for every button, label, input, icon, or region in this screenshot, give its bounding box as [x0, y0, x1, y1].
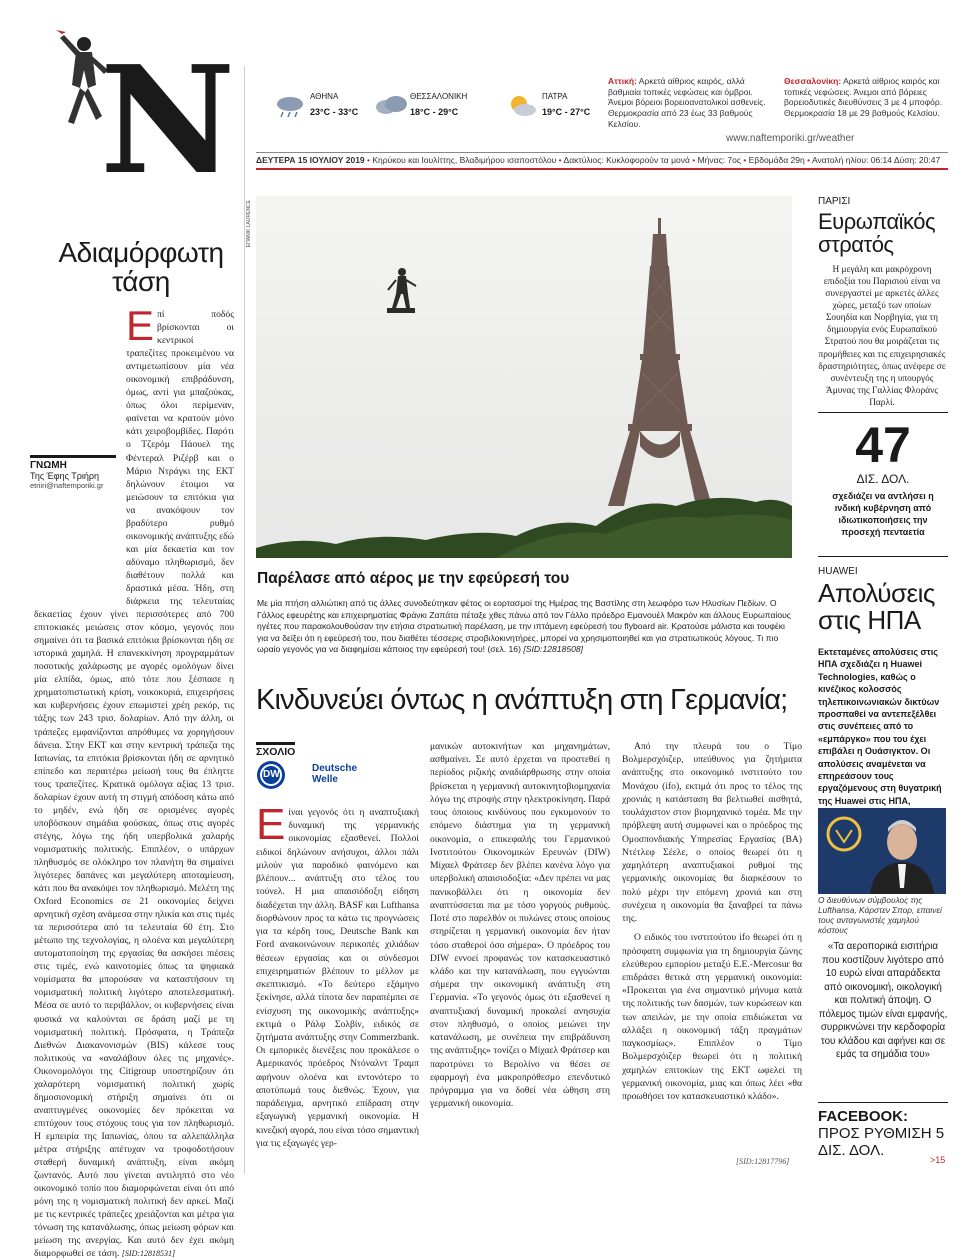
photo-caption [257, 598, 792, 656]
forecast-label: Θεσσαλονίκη: [784, 76, 842, 86]
forecast-text: Αρκετά αίθριος καιρός, αλλά βαθμιαία τοπικές νεφώσεις και όμβροι. Άνεμοι βόρειοι βορειοανατολικοί ασθενείς. Θερμοκρασία από 23 έως 33 βαθμούς Κελσίου. [608, 76, 766, 129]
forecast-text: Αρκετά αίθριος καιρός και τοπικές νεφώσεις. Άνεμοι από βόρειες βορειοδυτικές διευθύνσεις 3 με 4 μποφόρ. Θερμοκρασία 18 με 29 βαθμούς Κελσίου. [784, 76, 943, 118]
column-text: ίναι γεγονός ότι η αναπτυξιακή δυναμική της γερμανικής οικονομίας εξασθενεί. Πολλοί ειδικοί δηλώνουν ανήσυχοι, άλλοι πάλι μιλούν για παροδικό φαινόμενο και βλέπουν... ανάπτυξη στο τέλος του τούνελ. Η μια απαισιόδοξη είδηση διαδέχεται την άλλη. BASF και Lufthansa διορθώνουν προς τα κάτω τις προγνώσεις για τα κέρδη τους, Deutsche Bank και Ford ανακοινώνουν περικοπές χιλιάδων θέσεων εργασίας και οι σύνδεσμοι επιχειρηματιών βλέπουν το μέλλον με σκεπτικισμό. «Το δεύτερο εξάμηνο ξεκίνησε, αλλά τίποτα δεν παραπέμπει σε ενίσχυση της οικονομικής ανάπτυξης» εκτιμά ο Ράλφ Σολβίν, ειδικός σε ζητήματα ανάπτυξης στην Commerzbank. Οι εμπορικές διενέξεις που προκάλεσε ο Αμερικανός πρόεδρος Ντόναλντ Τραμπ αφήνουν ολοένα και εντονότερο το αποτύπωμά τους διεθνώς. Έχουν, για παράδειγμα, αρνητικό επίδραση στην εξαγωγική γερμανική οικονομία. Η κινεζική αγορά, που είναι τόσο σημαντική για τις εξαγωγές γερ- [256, 807, 419, 1149]
opinion-body [34, 302, 234, 1260]
dw-logo-mark: DW [263, 769, 280, 780]
weather-thessaloniki-forecast [784, 76, 950, 119]
sunrise-sunset: Ανατολή ηλίου: 06:14 Δύση: 20:47 [811, 155, 941, 165]
weather-attica-forecast [608, 76, 778, 129]
rain-cloud-icon [274, 94, 306, 118]
article-headline: Κινδυνεύει όντως η ανάπτυξη στη Γερμανία; [256, 684, 788, 716]
week: Εβδομάδα 29η [748, 155, 805, 165]
paris-body: Η μεγάλη και μακρόχρονη επιδοξία του Παρισιού είναι να συνεργαστεί με αρκετές άλλες χώρες, μεταξύ των οποίων Σουηδία και Νορβηγία, για τη δημιουργία ενός Ευρωπαϊκού Στρατού που θα μοιράζεται τις προμήθειες και τις επιχειρησιακές δραστηριότητες, όπως ανέφερε σε συνέντευξη της η υπουργός Άμυνας της Γαλλίας Φλοράνς Παρλί. [818, 265, 946, 408]
paragraph: Από την πλευρά του ο Τίμο Βολμερσχόιζερ, υπεύθυνος για ζητήματα ανάπτυξης στο οικονομικό ινστιτούτο του Μονάχου (ifo), εκτιμά ότι προς το τέλος της χρονιάς η κατάσταση θα βελτιωθεί αισθητά, τουλάχιστον στον βιομηχανικό τομέα. Με την πρόβλεψη αυτή συμφωνεί και ο πρόεδρος της Ομοσπονδιακής Υπηρεσίας Εργασίας (BA) Ντέτλεφ Σέελε, ο οποίος θεωρεί ότι η χαμηλότερη αναπτυξιακοί ρυθμοί της γερμανικής οικονομίας θα διαρκέσουν το πολύ μέχρι την επόμενη χρονιά και στη συνέχεια η οικονομία θα ξαναβρεί τα πάνω της. [622, 741, 802, 925]
date: ΔΕΥΤΕΡΑ 15 ΙΟΥΛΙΟΥ 2019 [256, 155, 365, 165]
city-temp: 23°C - 33°C [310, 107, 359, 117]
source-line: Deutsche [312, 763, 358, 774]
photo-credit: ΕΠΑΝΙΚ LAURENCE [246, 200, 252, 248]
section-label: ΣΧΟΛΙΟ [256, 742, 295, 758]
pull-quote: «Τα αεροπορικά εισιτήρια που κοστίζουν λιγότερο από 10 ευρώ είναι απαράδεκτα από οικονομική, οικολογική και πολιτική άποψη. Ο πόλεμος τιμών είναι εμφανής, συρρικνώνει την κερδοφορία του κλάδου και αφήνει και σε εμάς τα σημάδια του» [818, 941, 948, 1061]
source-line: Welle [312, 773, 338, 785]
huawei-body: Εκτεταμένες απολύσεις στις ΗΠΑ σχεδιάζει η Huawei Technologies, καθώς ο κινέζικος κολοσσός τηλεπικοινωνιακών δικτύων προσπαθεί να αντεπεξέλθει στις συνέπειες από το «εμπάργκο» που του έχει επιβάλει η Ουάσιγκτον. Οι απολύσεις αναμένεται να επηρεάσουν τους εργαζόμενους στη θυγατρική της Huawei στις ΗΠΑ, [818, 647, 942, 806]
dropcap: Ε [126, 302, 155, 349]
divider [818, 1102, 948, 1103]
spohr-portrait-photo [818, 808, 946, 894]
portrait-caption: Ο διευθύνων σύμβουλος της Lufthansa, Κάρστεν Σπορ, επαινεί τους ανταγωνιστές χαμηλού κόστους [818, 895, 942, 935]
big-number-subtitle: σχεδιάζει να αντλήσει η ινδική κυβέρνηση από ιδιωτικοποιήσεις την προσεχή πενταετία [832, 491, 934, 538]
column-divider [244, 66, 245, 1174]
eiffel-tower-photo [256, 196, 792, 558]
byline-email[interactable]: etriiri@naftemporiki.gr [30, 481, 104, 490]
city-temp: 19°C - 27°C [542, 107, 591, 117]
photo-headline: Παρέλασε από αέρος με την εφεύρεσή του [257, 570, 570, 587]
article-column-1 [256, 800, 419, 1150]
article-column-3 [622, 740, 802, 1103]
facebook-teaser: ΠΡΟΣ ΡΥΘΜΙΣΗ 5 ΔΙΣ. ΔΟΛ. [818, 1125, 945, 1159]
big-number: 47 [855, 417, 911, 473]
sun-cloud-icon [506, 94, 538, 118]
title-line: Αδιαμόρφωτη [58, 237, 224, 268]
divider [818, 556, 948, 557]
byline [30, 455, 116, 490]
traffic-ring: Δακτύλιος: Κυκλοφορούν τα μονά [563, 155, 690, 165]
paris-kicker: ΠΑΡΙΣΙ [818, 196, 851, 207]
title-line: τάση [112, 266, 170, 298]
divider [818, 412, 948, 413]
dropcap: Ε [256, 800, 286, 849]
big-number-label: ΔΙΣ. ΔΟΛ. [856, 472, 910, 486]
paragraph: Ο ειδικός του ινστιτούτου ifo θεωρεί ότι η πρόσφατη συμφωνία για τη δημιουργία ζώνης ελεύθερου εμπορίου μεταξύ Ε.Ε.-Mercosur θα επιδράσει θετικά στη γερμανική οικονομία: «Προκειται για ένα σημαντικό μήνυμα κατά της πολιτικής των δασμών, των κυρώσεων και των απειλών, με την οποία επιδιώκεται να αλλάξει η οικονομική τάξη πραγμάτων παγκοσμίως». Επιπλέον ο Τίμο Βολμερσχόιζερ θεωρεί ότι η πολιτική χαμηλών επιτοκίων της ΕΚΤ ωφελεί τη γερμανική οικονομία, μιας και όπως λέει «θα προωθήσει τον κατασκευαστικό κλάδο». [622, 932, 802, 1103]
month: Μήνας: 7ος [697, 155, 741, 165]
forecast-label: Αττική: [608, 76, 637, 86]
byline-author: Της Έφης Τριήρη [30, 471, 100, 481]
huawei-title: Απολύσεις στις ΗΠΑ [818, 578, 935, 636]
masthead-logo: N [100, 33, 236, 207]
source-name [312, 764, 357, 785]
sid-reference: [SID:12817796] [736, 1157, 790, 1166]
opinion-text: πί ποδός βρίσκονται οι κεντρικοί τραπεζίτες προκειμένου να αντιμετωπίσουν μία νέα οικονομική επιβράδυνση, όμως, αντί για μπαζούκας, όπως όλοι περίμεναν, φαίνεται να κρατούν μόνο κάτι χειροβομβίδες. Παρότι ο Τζερόμ Πάουελ της Φέντεραλ Ριζέρβ και ο Μάριο Ντράγκι της ΕΚΤ δηλώνουν έτοιμοι να μειώσουν τα επιτόκια για να ανακόψουν τον βραδύτερο ρυθμό οικονομικής ανάπτυξης εδώ και μία δεκαετία και τον αδύναμο πληθωρισμό, δεν διαθέτουν πολλά και δραστικά μέσα. Ήδη, στη διάρκεια της τελευταίας δεκαετίας έχουν γίνει περισσότερες από 700 επιτοκιακές μειώσεις στον κόσμο, γεγονός που σημαίνει ότι τα βασικά επιτόκια βρίσκονται ήδη σε ιστορικά χαμηλά. Η επανεκκίνηση προγραμμάτων ποσοτικής χαλάρωσης με αγορές ομολόγων δίνει μία ελπίδα, όμως, από τότε που ξέσπασε η χρηματοπιστωτική κρίση, νοικοκυριά, επιχειρήσεις και κυβερνήσεις έχουν επωμιστεί χρέη ρεκόρ, τις τάξης των 243 τρισ. δολαρίων. Από την άλλη, οι τράπεζες εμφανίζονται απρόθυμες να χορηγήσουν δάνεια. Στην ΕΚΤ και στην κεντρική τράπεζα της Ιαπωνίας, τα επιτόκια βρίσκονται ήδη σε αρνητικό επίπεδο και περαιτέρω μείωσή τους θα έπληττε τους τραπεζίτες. Κρατικά ομόλογα αξίας 13 τρισ. δολαρίων έχουν αυτή τη στιγμή απόδοση κάτω από το μηδέν, ενώ ήδη σε ορισμένες αγορές υποβόσκουν σημάδια φούσκας, όπως στις αγορές στέγης, λόγω της ήδη υπερβολικά χαλαρής νομισματικής πολιτικής. Επιπλέον, ο υπάρχων πληθυσμός σε ολόκληρο τον πλανήτη θα σημαίνει λιγότερες δαπάνες και μεγαλύτερη αποταμίευση, κάτι που θα ανακόψει τον πληθωρισμό. Μελέτη της Oxford Economics σε 21 οικονομίες δείχνει αρνητική σχέση ανάμεσα στην ηλικία και στις τιμές τα περισσότερα από τα τελευταία 60 έτη. Στο μέτωπο της τεχνολογίας, η ολοένα και μεγαλύτερη αυτοματοποίηση της εργασίας θα ασκήσει πιέσεις στις τιμές, ενώ καινοτομίες όπως τα ψηφιακά νομίσματα θα μπορούσαν να καταστήσουν τη νομισματική πολιτική λιγότερο αποτελεσματική. Μέσα σε αυτό το περιβάλλον, οι κυβερνήσεις είναι φυσικά να καλούνται σε δράση μαζί με τη νομισματική πολιτική. Πρόσφατα, η Τράπεζα Διεθνών Διακανονισμών (BIS) κάλεσε τους πολιτικούς να «αναλάβουν όλες τις μηχανές». Οικονομολόγοι της Citigroup υποστηρίζουν ότι χαλαρότερη νομισματική πολιτική χωρίς δημοσιονομική στήριξη σημαίνει ότι οι αναπτυγμένες οικονομίες δεν πρόκειται να επιτύχουν τους στόχους τους για τον πληθωρισμό. Η εμπειρία της Ιαπωνίας, όπου τα αλλεπάλληλα μέτρα στήριξης απέτυχαν να τροφοδοτήσουν σταθερή δυναμική ανάπτυξη, είναι ακόμη ζωντανός. Αυτό που γίνεται αντιληπτό στο νέο οικονομικό τοπίο που διαμορφώνεται είναι ότι από μόνη της η νομισματική πολιτική δεν αρκεί. Μαζί με τις κεντρικές τράπεζες χρειάζονται και μέτρα για τόνωση της κατανάλωσης, όπως μείωση φόρων και μείωση της ανεργίας. Και αυτό δεν έχει ακόμη διαμορφωθεί σε τάση. [34, 309, 234, 1260]
city-name: ΠΑΤΡΑ [542, 92, 568, 101]
huawei-kicker: HUAWEI [818, 566, 858, 577]
byline-tag: ΓΝΩΜΗ [30, 455, 116, 471]
city-name: ΘΕΣΣΑΛΟΝΙΚΗ [410, 92, 468, 101]
sid-reference: [SID:12818508] [523, 644, 584, 655]
city-temp: 18°C - 29°C [410, 107, 459, 117]
dateline: ΔΕΥΤΕΡΑ 15 ΙΟΥΛΙΟΥ 2019 • Κηρύκου και Ιουλίττης, Βλαδιμήρου ισαποστόλου • Δακτύλιος: Κυκλοφορούν τα μονά • Μήνας: 7ος • Εβδομάδα 29η • Ανατολή ηλίου: 06:14 Δύση: 20:47 [256, 152, 948, 165]
weather-thessaloniki [374, 92, 468, 117]
caption-text: Με μία πτήση αλλιώτικη από τις άλλες συνοδεύτηκαν φέτος οι εορτασμοί της Ημέρας της Βαστίλης στη λεωφόρο των Ηλυσίων Πεδίων. Ο Γάλλος εφευρέτης και επιχειρηματίας Φράνκι Ζαπάτα πέταξε χθες πάνω από τον Γάλλο πρόεδρο Εμανουέλ Μακρόν και άλλους Ευρωπαίους ηγέτες που παρακολουθούσαν την ετήσια στρατιωτική παρέλαση, με την ιπτάμενη εφεύρεσή του flyboard air. Κρατούσε μάλιστα και τουφέκι για να δείξει ότι η εφεύρεσή του, που διαθέτει τέσσερις στροβιλοκινητήρες, μπορεί να χρησιμοποιηθεί και για στρατιωτικούς λόγους. Τι πιο ωραίο γεγονός για να διαφημίσει κάποιος την εφεύρεσή του! (σελ. 16) [257, 598, 791, 655]
article-column-2: μανικών αυτοκινήτων και μηχανημάτων, ασθμαίνει. Σε αυτό έρχεται να προστεθεί η περίοδος ριζικής αναδιάρθρωσης στην οποία βρίσκεται η γερμανική αυτοκινητοβιομηχανία λόγω της στροφής στην ηλεκτροκίνηση. Παρά τους όποιους κινδύνους που εγκυμονούν το επόμενο διάστημα για τη γερμανική οικονομία, ο επικεφαλής του Γερμανικού Ινστιτούτου Οικονομικών Ερευνών (DIW) Μίχαελ Φράτσερ δεν βλέπει κανένα λόγο για υπερβολική απαισιοδοξία: «Δεν πρέπει να μας πανικοβάλλει ότι η οικονομία δεν αναπτύσσεται πια με τόσο γοργούς ρυθμούς. Ποτέ στο παρελθόν οι πυλώνες στους οποίους στηρίζεται η γερμανική οικονομία δεν ήταν τόσο σταθεροί όσο σήμερα». Ο πρόεδρος του DIW εννοεί προφανώς τον κατασκευαστικό κλάδο και την κατανάλωση, που εγγυώνται σήμερα την οικονομική ανάπτυξη στη Γερμανία. «Το γεγονός όμως ότι εξασθενεί η αναπτυξιακή δυναμική προκαλεί ανησυχία στον πληθυσμό, ο οποίος μειώνει την κατανάλωση, με συνέπεια την επιβράδυνση της ανάπτυξης» τονίζει ο Μίχαελ Φράτσερ και παροτρύνει το Βερολίνο να θέσει σε εφαρμογή ένα μακροπρόθεσμο επενδυτικό πρόγραμμα για να δοθεί νέα ώθηση στη γερμανική οικονομία. [430, 741, 610, 1110]
opinion-title [36, 238, 246, 297]
weather-athens [274, 92, 364, 117]
city-name: ΑΘΗΝΑ [310, 92, 339, 101]
page-reference[interactable]: >15 [930, 1155, 946, 1165]
sid-reference: [SID:12818531] [121, 1249, 176, 1259]
paris-title: Ευρωπαϊκός στρατός [818, 209, 936, 258]
weather-website-link[interactable]: www.naftemporiki.gr/weather [726, 133, 855, 144]
weather-patra [506, 92, 596, 117]
cloud-icon [374, 94, 408, 116]
saints: Κηρύκου και Ιουλίττης, Βλαδιμήρου ισαποστόλου [372, 155, 557, 165]
facebook-label: FACEBOOK: [818, 1108, 908, 1125]
header-rule [256, 168, 948, 170]
